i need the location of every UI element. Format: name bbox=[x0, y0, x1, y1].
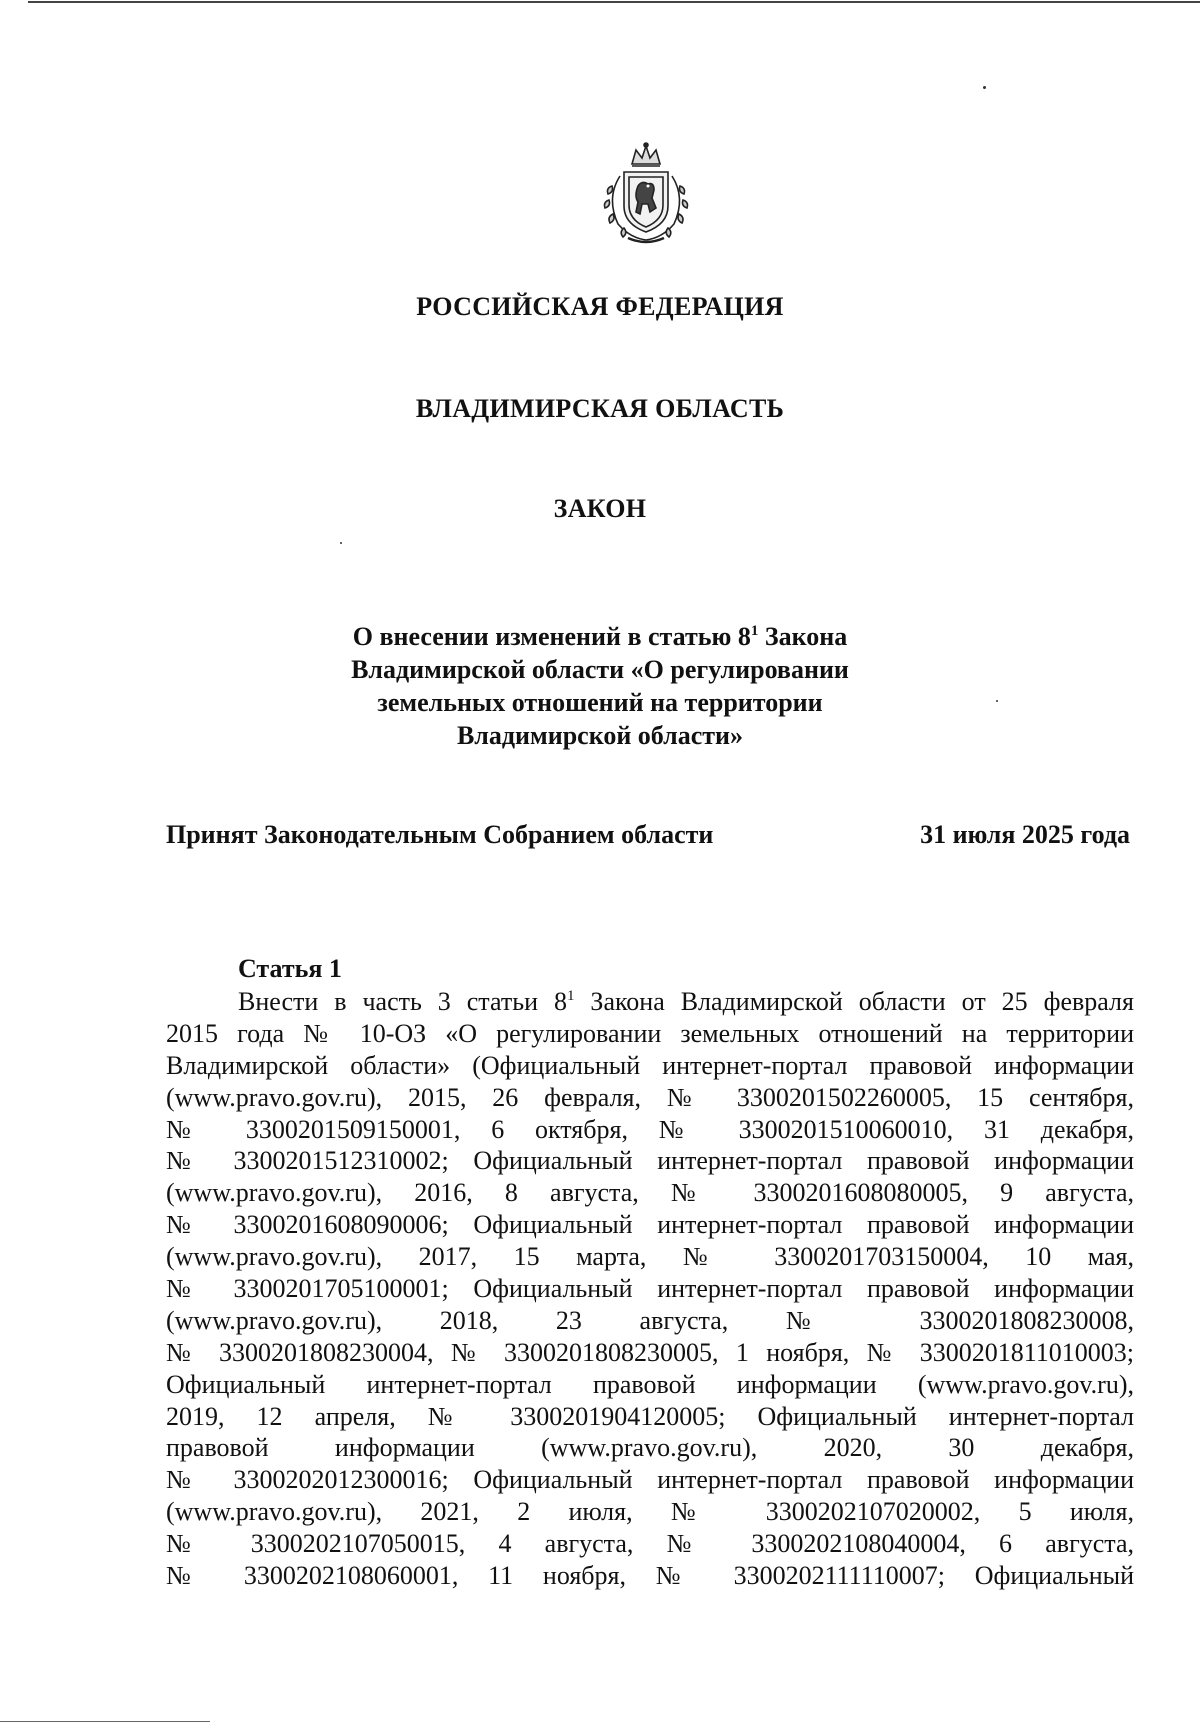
top-scan-edge bbox=[28, 1, 1200, 3]
law-title-line: Владимирской области» bbox=[456, 721, 744, 750]
article-body-line: (www.pravo.gov.ru), 2015, 26 февраля, № 3300201502260005, 15 сентября, bbox=[166, 1082, 1134, 1112]
article-body-line: № 3300201808230004, № 3300201808230005, 1 ноября, № 3300201811010003; bbox=[166, 1337, 1134, 1367]
article-body-line: № 3300201509150001, 6 октября, № 3300201510060010, 31 декабря, bbox=[166, 1114, 1134, 1144]
law-title-text: Закона bbox=[758, 622, 848, 651]
document-type-heading: ЗАКОН bbox=[553, 494, 647, 523]
scan-speck bbox=[996, 700, 998, 702]
law-title-line bbox=[300, 620, 900, 653]
article-body-line: (www.pravo.gov.ru), 2018, 23 августа, № 3300201808230008, bbox=[166, 1305, 1134, 1335]
article-body-line: 2015 года № 10-ОЗ «О регулировании земельных отношений на территории bbox=[166, 1018, 1134, 1048]
article-text: Закона Владимирской области от 25 февраля bbox=[574, 987, 1134, 1016]
article-body-line: № 3300201705100001; Официальный интернет-портал правовой информации bbox=[166, 1274, 1134, 1304]
law-title bbox=[300, 620, 900, 752]
adoption-label: Принят Законодательным Собранием области bbox=[166, 820, 714, 849]
article-body-line: № 3300202108060001, 11 ноября, № 3300202111110007; Официальный bbox=[166, 1561, 1134, 1591]
article-text: Внести в часть 3 статьи 8 bbox=[238, 987, 567, 1016]
article-body-line: Владимирской области» (Официальный интернет-портал правовой информации bbox=[166, 1050, 1134, 1080]
law-title-line: Владимирской области «О регулировании bbox=[351, 655, 849, 684]
article-body-line bbox=[166, 986, 1134, 1018]
law-title-line: земельных отношений на территории bbox=[377, 688, 823, 717]
coat-of-arms-emblem-icon bbox=[598, 142, 694, 246]
article-body-line: № 3300202107050015, 4 августа, № 3300202108040004, 6 августа, bbox=[166, 1529, 1134, 1559]
article-body-line: № 3300201608090006; Официальный интернет-портал правовой информации bbox=[166, 1210, 1134, 1240]
adoption-date: 31 июля 2025 года bbox=[920, 820, 1130, 849]
article-body bbox=[166, 986, 1134, 1592]
article-body-line: правовой информации (www.pravo.gov.ru), 2020, 30 декабря, bbox=[166, 1433, 1134, 1463]
scan-speck bbox=[983, 86, 986, 89]
article-body-line: (www.pravo.gov.ru), 2016, 8 августа, № 3300201608080005, 9 августа, bbox=[166, 1178, 1134, 1208]
region-heading: ВЛАДИМИРСКАЯ ОБЛАСТЬ bbox=[415, 394, 785, 423]
superscript-index: 1 bbox=[750, 623, 759, 639]
article-body-line: № 3300201512310002; Официальный интернет-портал правовой информации bbox=[166, 1146, 1134, 1176]
scan-speck bbox=[340, 542, 342, 544]
country-heading: РОССИЙСКАЯ ФЕДЕРАЦИЯ bbox=[416, 292, 784, 321]
article-body-line: 2019, 12 апреля, № 3300201904120005; Официальный интернет-портал bbox=[166, 1401, 1134, 1431]
article-body-line: Официальный интернет-портал правовой информации (www.pravo.gov.ru), bbox=[166, 1369, 1134, 1399]
article-heading: Статья 1 bbox=[238, 954, 342, 983]
article-body-line: (www.pravo.gov.ru), 2021, 2 июля, № 3300202107020002, 5 июля, bbox=[166, 1497, 1134, 1527]
bottom-scan-edge bbox=[0, 1721, 210, 1722]
article-body-line: (www.pravo.gov.ru), 2017, 15 марта, № 3300201703150004, 10 мая, bbox=[166, 1242, 1134, 1272]
article-body-line: № 3300202012300016; Официальный интернет-портал правовой информации bbox=[166, 1465, 1134, 1495]
superscript-index: 1 bbox=[566, 988, 575, 1004]
law-title-text: О внесении изменений в статью 8 bbox=[352, 622, 751, 651]
